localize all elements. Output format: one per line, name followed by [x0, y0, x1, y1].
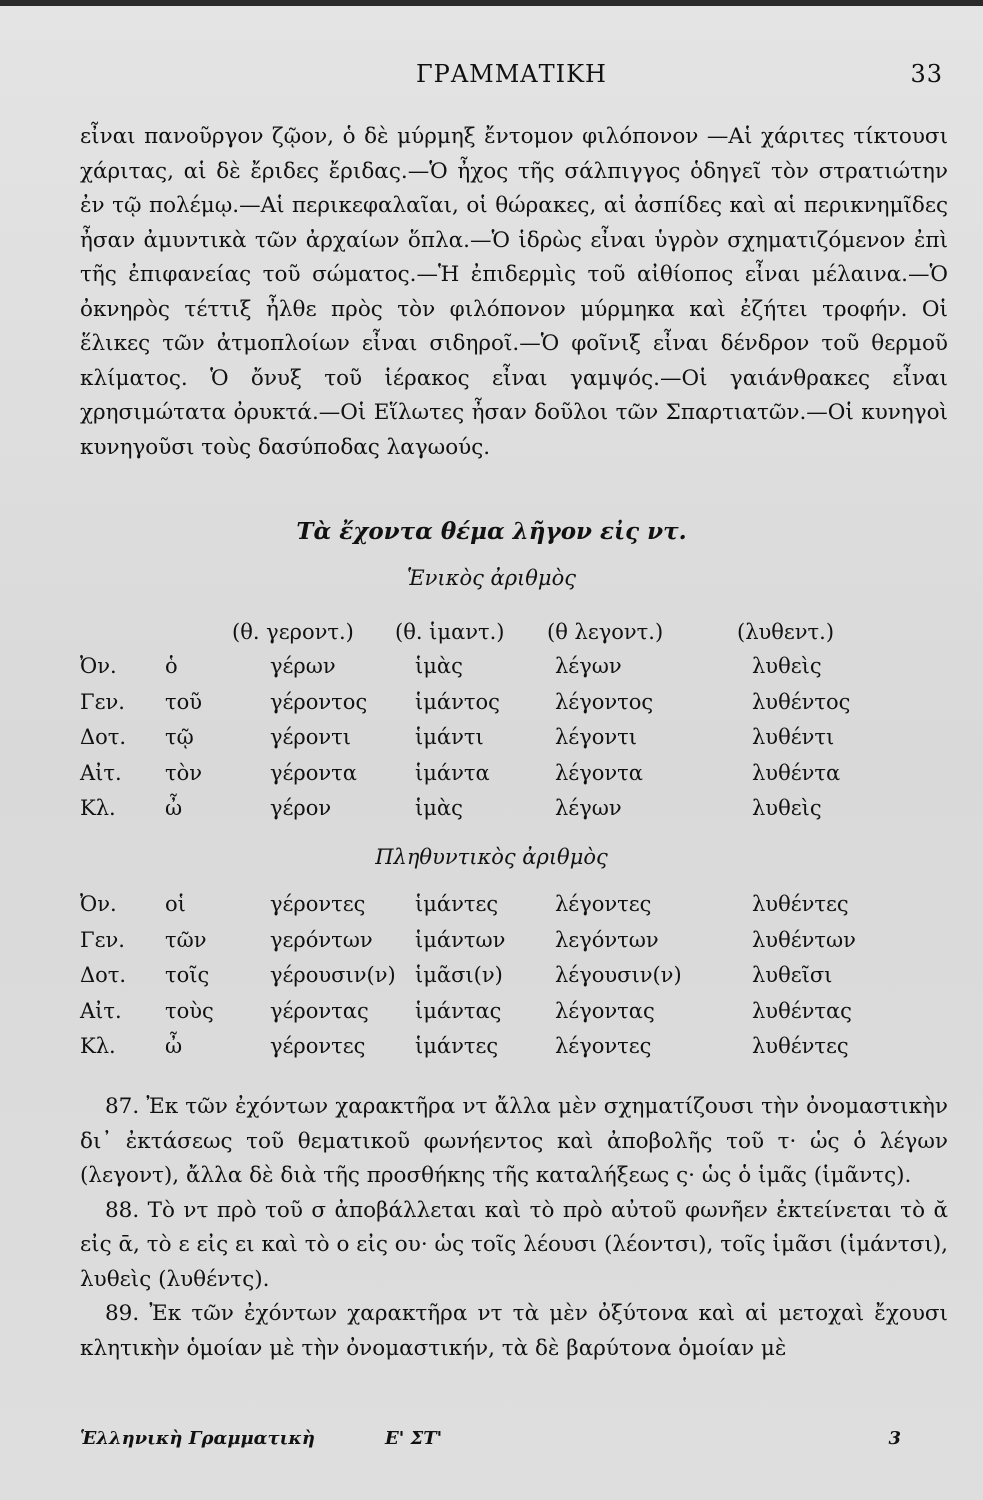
declension-row: [0, 963, 983, 997]
section-title: Τὰ ἔχοντα θέμα λῆγον εἰς ντ.: [296, 518, 687, 545]
case-label: Γεν.: [80, 927, 125, 952]
footer-signature: 3: [888, 1428, 901, 1449]
word-form: ἱμάντας: [415, 998, 502, 1023]
article: τὸν: [165, 760, 203, 785]
declension-row: [0, 654, 983, 688]
word-form: λυθέντας: [752, 998, 852, 1023]
declension-row: [0, 1034, 983, 1068]
word-form: γερόντων: [270, 927, 373, 952]
word-form: λυθεὶς: [752, 654, 822, 678]
running-title: ΓΡΑΜΜΑΤΙΚΗ: [416, 60, 607, 88]
word-form: ἱμάντι: [415, 725, 484, 749]
case-label: Αἰτ.: [80, 998, 122, 1023]
case-label: Αἰτ.: [80, 760, 122, 785]
article: τῷ: [165, 725, 194, 749]
declension-row: [0, 892, 983, 926]
word-form: ἱμάντες: [415, 1034, 499, 1058]
plural-heading: Πληθυντικὸς ἀριθμὸς: [375, 845, 608, 869]
article: οἱ: [165, 892, 186, 916]
word-form: ἱμάντος: [415, 689, 500, 714]
stem-header-row: [0, 620, 983, 654]
word-form: λυθέντος: [752, 689, 851, 714]
stem-header: (θ. γεροντ.): [232, 620, 354, 644]
word-form: λυθέντα: [752, 760, 841, 785]
declension-row: [0, 796, 983, 830]
grammar-rules: [80, 1090, 948, 1366]
word-form: ἱμάντων: [415, 927, 506, 952]
word-form: λυθέντι: [752, 725, 835, 749]
case-label: Κλ.: [80, 1034, 116, 1058]
page-number: 33: [910, 60, 943, 88]
intro-paragraph: εἶναι πανοῦργον ζῷον, ὁ δὲ μύρμηξ ἔντομον φιλόπονον —Αἱ χάριτες τίκτουσι χάριτας, αἱ δὲ ἔριδες ἔριδας.—Ὁ ἦχος τῆς σάλπιγγος ὁδηγεῖ τὸν στρατιώτην ἐν τῷ πολέμῳ.—Αἱ περικεφαλαῖαι, οἱ θώρακες, αἱ ἀσπίδες καὶ αἱ περικνημῖδες ἦσαν ἀμυντικὰ τῶν ἀρχαίων ὅπλα.—Ὁ ἱδρὼς εἶναι ὑγρὸν σχηματιζόμενον ἐπὶ τῆς ἐπιφανείας τοῦ σώματος.—Ἡ ἐπιδερμὶς τοῦ αἰθίοπος εἶναι μέλαινα.—Ὁ ὀκνηρὸς τέττιξ ἦλθε πρὸς τὸν φιλόπονον μύρμηκα καὶ ἐζήτει τροφήν. Οἱ ἕλικες τῶν ἀτμοπλοίων εἶναι σιδηροῖ.—Ὁ φοῖνιξ εἶναι δένδρον τοῦ θερμοῦ κλίματος. Ὁ ὄνυξ τοῦ ἱέρακος εἶναι γαμψός.—Οἱ γαιάνθρακες εἶναι χρησιμώτατα ὀρυκτά.—Οἱ Εἵλωτες ἦσαν δοῦλοι τῶν Σπαρτιατῶν.—Οἱ κυνηγοὶ κυνηγοῦσι τοὺς δασύποδας λαγωούς.: [80, 124, 948, 460]
word-form: λέγων: [555, 654, 622, 678]
declension-row: [0, 725, 983, 759]
word-form: λυθέντες: [752, 1034, 849, 1058]
word-form: λυθεὶς: [752, 796, 822, 820]
declension-row: [0, 761, 983, 795]
word-form: λέγοντες: [555, 1034, 652, 1058]
stem-header: (θ. ἱμαντ.): [395, 620, 505, 644]
word-form: λέγοντες: [555, 892, 652, 916]
footer-book-title: Ἑλληνικὴ Γραμματικὴ: [80, 1428, 315, 1449]
running-header: [80, 60, 943, 96]
word-form: ἱμὰς: [415, 796, 463, 820]
word-form: γέρουσιν(ν): [270, 963, 396, 987]
article: ὁ: [165, 654, 178, 678]
rule-paragraph: 87. Ἐκ τῶν ἐχόντων χαρακτῆρα ντ ἄλλα μὲν σχηματίζουσι τὴν ὀνομαστικὴν δι᾿ ἐκτάσεως τοῦ θεματικοῦ φωνήεντος καὶ ἀποβολῆς τοῦ τ· ὡς ὁ λέγων (λεγοντ), ἄλλα δὲ διὰ τῆς προσθήκης τῆς καταλήξεως ς· ὡς ὁ ἱμᾶς (ἱμᾶντς).: [80, 1094, 948, 1188]
word-form: γέροντι: [270, 725, 352, 749]
article: ὦ: [165, 796, 183, 820]
stem-header: (θ λεγοντ.): [547, 620, 664, 644]
case-label: Γεν.: [80, 689, 125, 714]
word-form: λέγοντα: [555, 760, 643, 785]
word-form: λέγοντι: [555, 725, 638, 749]
word-form: γέροντα: [270, 760, 357, 785]
stem-header: (λυθεντ.): [737, 620, 835, 644]
word-form: ἱμάντα: [415, 760, 490, 785]
case-label: Κλ.: [80, 796, 116, 820]
word-form: γέροντες: [270, 892, 366, 916]
case-label: Ὀν.: [80, 654, 117, 678]
case-label: Ὀν.: [80, 892, 117, 916]
page-footer: [80, 1428, 943, 1458]
footer-grade: Ε' ΣΤ': [385, 1428, 443, 1449]
singular-heading: Ἑνικὸς ἀριθμὸς: [407, 566, 576, 590]
word-form: λέγοντας: [555, 998, 655, 1023]
exercise-text: [80, 120, 948, 465]
word-form: ἱμάντες: [415, 892, 499, 916]
word-form: λυθέντων: [752, 927, 856, 952]
rule-paragraph: 89. Ἐκ τῶν ἐχόντων χαρακτῆρα ντ τὰ μὲν ὀξύτονα καὶ αἱ μετοχαὶ ἔχουσι κλητικὴν ὁμοίαν μὲ τὴν ὀνομαστικήν, τὰ δὲ βαρύτονα ὁμοίαν μὲ: [80, 1301, 948, 1361]
declension-row: [0, 690, 983, 724]
word-form: λεγόντων: [555, 927, 659, 952]
word-form: λέγων: [555, 796, 622, 820]
article: τῶν: [165, 927, 207, 952]
word-form: λέγοντος: [555, 689, 654, 714]
word-form: λέγουσιν(ν): [555, 963, 682, 987]
word-form: γέροντος: [270, 689, 368, 714]
declension-row: [0, 999, 983, 1033]
word-form: ἱμὰς: [415, 654, 463, 678]
case-label: Δοτ.: [80, 725, 127, 749]
word-form: γέροντας: [270, 998, 369, 1023]
article: ὦ: [165, 1034, 183, 1058]
article: τοὺς: [165, 998, 214, 1023]
word-form: γέροντες: [270, 1034, 366, 1058]
word-form: γέρων: [270, 654, 336, 678]
case-label: Δοτ.: [80, 963, 127, 987]
word-form: ἱμᾶσι(ν): [415, 963, 503, 987]
article: τοῦ: [165, 689, 203, 714]
word-form: λυθεῖσι: [752, 963, 833, 987]
rule-paragraph: 88. Τὸ ντ πρὸ τοῦ σ ἀποβάλλεται καὶ τὸ πρὸ αὐτοῦ φωνῆεν ἐκτείνεται τὸ ᾰ εἰς ᾱ, τὸ ε εἰς ει καὶ τὸ ο εἰς ου· ὡς τοῖς λέουσι (λέοντσι), τοῖς ἱμᾶσι (ἱμάντσι), λυθεὶς (λυθέντς).: [80, 1197, 948, 1292]
article: τοῖς: [165, 963, 210, 987]
declension-row: [0, 928, 983, 962]
word-form: λυθέντες: [752, 892, 849, 916]
word-form: γέρον: [270, 796, 332, 820]
top-edge: [0, 0, 983, 6]
